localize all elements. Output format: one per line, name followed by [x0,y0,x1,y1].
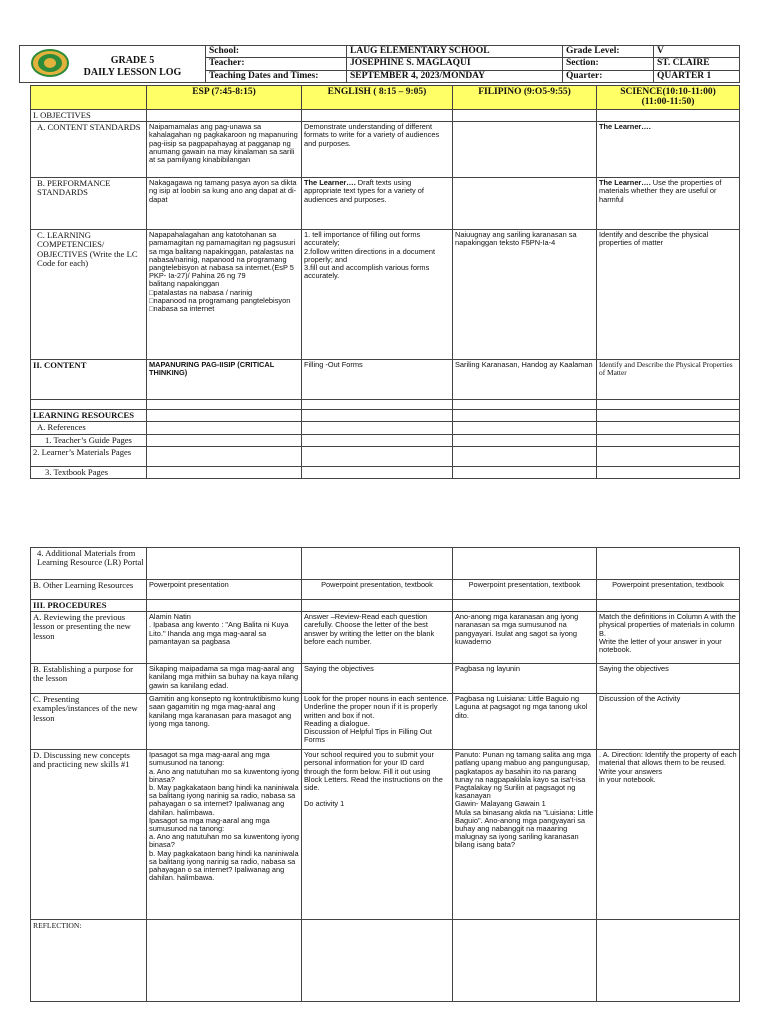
proc-a-label: A. Reviewing the previous lesson or presenting the new lesson [31,612,147,664]
performance-standards-esp: Nakagagawa ng tamang pasya ayon sa dikta ng isip at loobin sa kung ano ang dapat at di-dapat [147,178,302,230]
performance-english-text: Draft texts using appropriate text types for a variety of audiences and purposes. [304,178,424,204]
content-standards-filipino [453,122,597,178]
proc-a-english: Answer –Review-Read each question carefully. Choose the letter of the best answer by writing the letter on the blank before each number. [302,612,453,664]
competencies-esp: Napapahalagahan ang katotohanan sa pamamagitan ng pamamagitan ng pagsusuri sa mga balitang napakinggan, patalastas na nabasa/narinig, napanood na programang pangtelebisyon at nabasa sa internet.(EsP 5 PKP- Ia-27)/ Pahina 26 ng 79 balitang napakinggan □patalastas na nabasa / narinig □napanood na programang pangtelebisyon □nabasa sa internet [147,230,302,360]
lesson-table-2 [30,547,740,1002]
title-line1: GRADE 5 [110,55,155,66]
objectives-label: I. OBJECTIVES [31,110,147,122]
school-label: School: [206,46,347,58]
content-standards-english: Demonstrate understanding of different formats to write for a variety of audiences and purposes. [302,122,453,178]
grade-label: Grade Level: [563,46,654,58]
content-esp: MAPANURING PAG-IISIP (CRITICAL THINKING) [147,360,302,400]
performance-science-text: Use the properties of materials whether they are useful or harmful [599,178,722,204]
proc-c-label: C. Presenting examples/instances of the new lesson [31,694,147,750]
proc-a-esp: Alamin Natin . Ipabasa ang kwento : "Ang Balita ni Kuya Lito." Ihanda ang mga mag-aaral sa pamantayan sa pagbasa [147,612,302,664]
science-header [597,86,740,110]
proc-d-label: D. Discussing new concepts and practicing new skills #1 [31,750,147,920]
proc-d-esp: Ipasagot sa mga mag-aaral ang mga sumusunod na tanong: a. Ano ang natutuhan mo sa kuwentong iyong binasa? b. May pagkakataon bang hindi ka naniniwala sa balitang iyong narinig sa radio, nabasa sa pahayagan o sa internet? Ipaliwanag ang dahilan. halimbawa. Ipasagot sa mga mag-aaral ang mga sumusunod na tanong: a. Ano ang natutuhan mo sa kuwentong iyong binasa? b. May pagkakataon bang hindi ka naniniwala sa balitang iyong narinig sa radio, nabasa sa pahayagan o sa internet? Ipaliwanag ang dahilan. halimbawa. [147,750,302,920]
science-header-line2: (11:00-11:50) [641,97,695,107]
references-label: A. References [31,422,147,434]
dates-label: Teaching Dates and Times: [206,70,347,82]
procedures-label: III. PROCEDURES [31,600,147,612]
content-science: Identify and Describe the Physical Properties of Matter [597,360,740,400]
content-standards-label: A. CONTENT STANDARDS [31,122,147,178]
proc-a-filipino: Ano-anong mga karanasan ang iyong naranasan sa mga sumusunod na pangyayari. Isulat ang sagot sa iyong kuwaderno [453,612,597,664]
proc-b-science: Saying the objectives [597,664,740,694]
content-filipino: Sariling Karanasan, Handog ay Kaalaman [453,360,597,400]
competencies-filipino: Naiuugnay ang sariling karanasan sa napakinggan teksto F5PN-Ia-4 [453,230,597,360]
quarter-label: Quarter: [563,70,654,82]
reflection-label: REFLECTION: [31,920,147,1002]
proc-b-filipino: Pagbasa ng layunin [453,664,597,694]
competencies-label: C. LEARNING COMPETENCIES/ OBJECTIVES (Write the LC Code for each) [31,230,147,360]
proc-b-esp: Sikaping maipadama sa mga mag-aaral ang kanilang mga mithiin sa buhay na kaya nilang gawin sa kanilang edad. [147,664,302,694]
proc-d-science: . A. Direction: Identify the property of each material that allows them to be reused. Write your answers in your notebook. [597,750,740,920]
performance-standards-english [302,178,453,230]
performance-standards-science [597,178,740,230]
section-label: Section: [563,58,654,70]
learners-materials-label: 2. Learner’s Materials Pages [31,446,147,466]
proc-c-filipino: Pagbasa ng Luisiana: Little Baguio ng Laguna at pagsagot ng mga tanong ukol dito. [453,694,597,750]
additional-materials-label: 4. Additional Materials from Learning Resource (LR) Portal [31,548,147,580]
other-resources-filipino: Powerpoint presentation, textbook [453,580,597,600]
header-table [19,45,740,83]
other-resources-english: Powerpoint presentation, textbook [302,580,453,600]
science-header-line1: SCIENCE(10:10-11:00) [620,87,716,97]
other-resources-label: B. Other Learning Resources [31,580,147,600]
proc-b-label: B. Establishing a purpose for the lesson [31,664,147,694]
teachers-guide-label: 1. Teacher’s Guide Pages [31,434,147,446]
lesson-table-1 [30,85,740,479]
proc-b-english: Saying the objectives [302,664,453,694]
quarter-value: QUARTER 1 [654,70,740,82]
performance-english-bold: The Learner…. [304,178,356,188]
esp-header: ESP (7:45-8:15) [147,86,302,110]
other-resources-science: Powerpoint presentation, textbook [597,580,740,600]
english-header: ENGLISH ( 8:15 – 9:05) [302,86,453,110]
other-resources-esp: Powerpoint presentation [147,580,302,600]
content-standards-esp: Naipamamalas ang pag-unawa sa kahalagahan ng pagkakaroon ng mapanuring pag-iisip sa pagpapahayag at pagganap ng anumang gawain na may kinalaman sa sarili at sa pamilyang kinabibilangan [147,122,302,178]
filipino-header: FILIPINO (9:O5-9:55) [453,86,597,110]
proc-c-science: Discussion of the Activity [597,694,740,750]
performance-science-bold: The Learner…. [599,178,651,188]
title-cell [20,46,206,83]
content-english: Filling -Out Forms [302,360,453,400]
performance-standards-filipino [453,178,597,230]
teacher-label: Teacher: [206,58,347,70]
school-value: LAUG ELEMENTARY SCHOOL [347,46,563,58]
proc-d-filipino: Panuto: Punan ng tamang salita ang mga patlang upang mabuo ang pangungusap, pagkatapos ay basahin ito na parang tunay na nagpapakilala kayo sa isa't-isa Pagtalakay ng Surilin at pagsagot ng kasanayan Gawin- Malayang Gawain 1 Mula sa binasang akda na "Luisiana: Little Baguio". Ano-anong mga pangyayari sa buhay ang nabanggit na maaaring malugnay sa iyong sariling karanasan bilang isang bata? [453,750,597,920]
proc-c-esp: Gamitin ang konsepto ng kontruktibismo kung saan gagamitin ng mga mag-aaral ang kanilang mga karanasan para masagot ang iyong mga tanong. [147,694,302,750]
textbook-label: 3. Textbook Pages [31,466,147,478]
blank-header [31,86,147,110]
content-standards-science: The Learner…. [597,122,740,178]
competencies-science: Identify and describe the physical properties of matter [597,230,740,360]
content-label: II. CONTENT [31,360,147,400]
section-value: ST. CLAIRE [654,58,740,70]
proc-c-english: Look for the proper nouns in each sentence. Underline the proper noun if it is properly written and box if not. Reading a dialogue. Discussion of Helpful Tips in Filling Out Forms [302,694,453,750]
dates-value: SEPTEMBER 4, 2023/MONDAY [347,70,563,82]
competencies-english: 1. tell importance of filling out forms accurately; 2.follow written directions in a document properly; and 3.fill out and accomplish various forms accurately. [302,230,453,360]
teacher-value: JOSEPHINE S. MAGLAQUI [347,58,563,70]
school-seal-icon [30,49,76,77]
grade-value: V [654,46,740,58]
performance-standards-label: B. PERFORMANCE STANDARDS [31,178,147,230]
resources-label: LEARNING RESOURCES [31,410,147,422]
proc-d-english: Your school required you to submit your personal information for your ID card through the form below. Fill it out using Block Letters. Read the instructions on the side. Do activity 1 [302,750,453,920]
proc-a-science: Match the definitions in Column A with the physical properties of materials in column B. Write the letter of your answer in your notebook. [597,612,740,664]
title-line2: DAILY LESSON LOG [83,67,182,78]
